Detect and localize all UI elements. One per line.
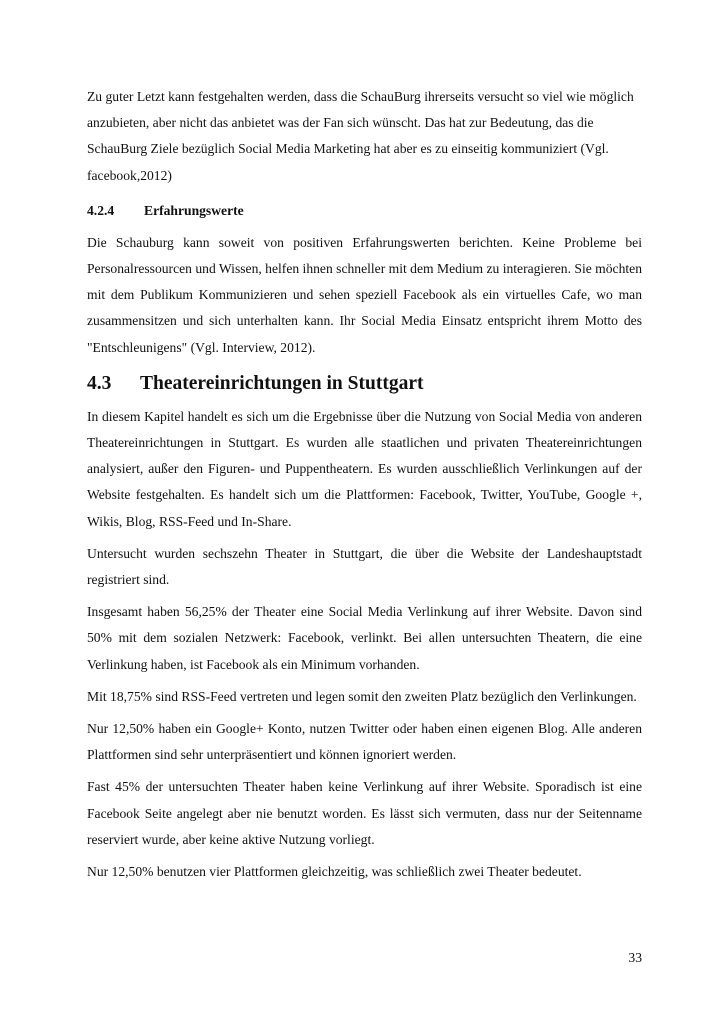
paragraph-6: Fast 45% der untersuchten Theater haben keine Verlinkung auf ihrer Website. Sporadisch ist eine Facebook Seite angelegt aber nie benutzt worden. Es lässt sich vermuten, dass nur der Seitenname reserviert wurde, aber keine aktive Nutzung vorliegt.	[87, 779, 642, 847]
section-title: Erfahrungswerte	[144, 202, 244, 218]
document-page	[87, 84, 642, 885]
paragraph-intro: Zu guter Letzt kann festgehalten werden, dass die SchauBurg ihrerseits versucht so viel wie möglich anzubieten, aber nicht das anbietet was der Fan sich wünscht. Das hat zur Bedeutung, das die SchauBurg Ziele bezüglich Social Media Marketing hat aber es zu einseitig kommuniziert (Vgl. facebook,2012)	[87, 89, 634, 183]
paragraph-erfahrungswerte: Die Schauburg kann soweit von positiven Erfahrungswerten berichten. Keine Probleme bei Personalressourcen und Wissen, helfen ihnen schneller mit dem Medium zu interagieren. Sie möchten mit dem Publikum Kommunizieren und sehen speziell Facebook als ein virtuelles Cafe, wo man zusammensitzen und sich unterhalten kann. Ihr Social Media Einsatz entspricht ihrem Motto des "Entschleunigens" (Vgl. Interview, 2012).	[87, 234, 642, 355]
paragraph-2: Untersucht wurden sechszehn Theater in Stuttgart, die über die Website der Landeshauptstadt registriert sind.	[87, 545, 642, 588]
section-number: 4.2.4	[87, 202, 115, 218]
paragraph-3: Insgesamt haben 56,25% der Theater eine Social Media Verlinkung auf ihrer Website. Davon sind 50% mit dem sozialen Netzwerk: Facebook, verlinkt. Bei allen untersuchten Theatern, die eine Verlinkung haben, ist Facebook als ein Minimum vorhanden.	[87, 604, 642, 672]
paragraph-7: Nur 12,50% benutzen vier Plattformen gleichzeitig, was schließlich zwei Theater bedeutet.	[87, 864, 582, 880]
page-number: 33	[628, 950, 642, 965]
section-heading-4-3	[87, 370, 642, 398]
section-number: 4.3	[87, 372, 112, 394]
section-title: Theatereinrichtungen in Stuttgart	[140, 372, 424, 394]
paragraph-4: Mit 18,75% sind RSS-Feed vertreten und legen somit den zweiten Platz bezüglich den Verlinkungen.	[87, 688, 637, 704]
paragraph-5: Nur 12,50% haben ein Google+ Konto, nutzen Twitter oder haben einen eigenen Blog. Alle anderen Plattformen sind sehr unterpräsentiert und können ignoriert werden.	[87, 721, 642, 763]
paragraph-1: In diesem Kapitel handelt es sich um die Ergebnisse über die Nutzung von Social Media von anderen Theatereinrichtungen in Stuttgart. Es wurden alle staatlichen und privaten Theatereinrichtungen analysiert, außer den Figuren- und Puppentheatern. Es wurden ausschließlich Verlinkungen auf der Website festgehalten. Es handelt sich um die Plattformen: Facebook, Twitter, YouTube, Google +, Wikis, Blog, RSS-Feed und In-Share.	[87, 408, 642, 529]
section-heading-4-2-4	[87, 198, 642, 224]
